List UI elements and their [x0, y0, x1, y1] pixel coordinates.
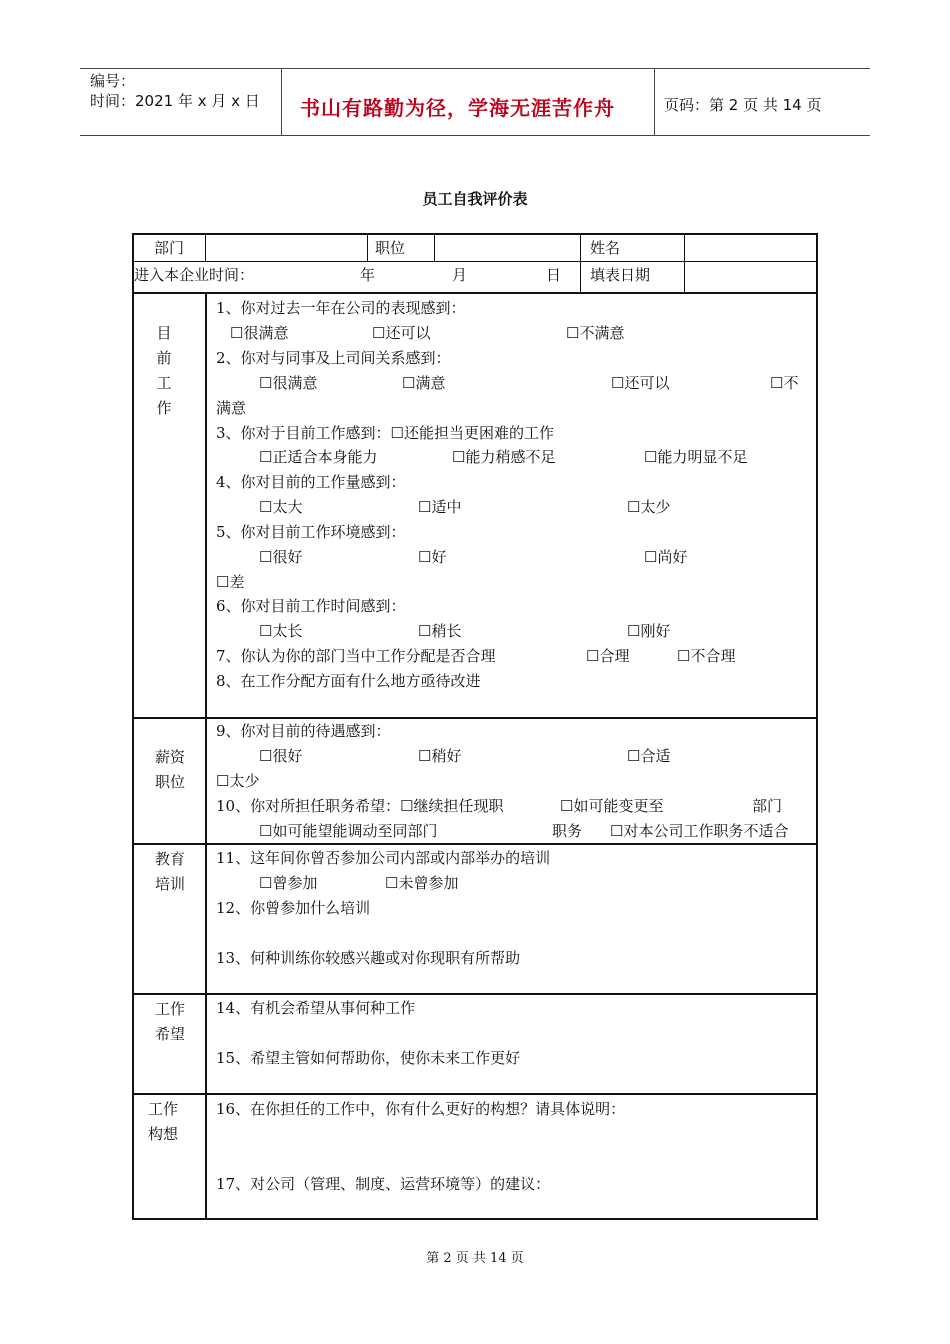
col-divider: [684, 235, 685, 292]
q10-dept-label: 部门: [752, 797, 783, 815]
join-date-label: 进入本企业时间：: [134, 266, 255, 284]
q7-option[interactable]: ☐不合理: [677, 647, 736, 665]
q9-option[interactable]: ☐很好: [259, 747, 303, 765]
q1-option[interactable]: ☐不满意: [566, 324, 625, 342]
q1-option[interactable]: ☐还可以: [372, 324, 431, 342]
evaluation-table: [132, 233, 818, 1220]
section-label-hope: 工作 希望: [154, 1000, 185, 1043]
question-4: 4、你对目前的工作量感到：: [216, 473, 406, 491]
q5-option[interactable]: ☐好: [418, 548, 447, 566]
row-divider: [134, 1093, 816, 1095]
question-15: 15、希望主管如何帮助你，使你未来工作更好: [216, 1049, 521, 1067]
section-label-salary: 薪资 职位: [154, 748, 185, 791]
q11-option[interactable]: ☐未曾参加: [385, 874, 459, 892]
q6-option[interactable]: ☐稍长: [418, 622, 462, 640]
question-3: 3、你对于目前工作感到：☐还能担当更困难的工作: [216, 424, 554, 442]
row-divider: [134, 993, 816, 995]
question-2: 2、你对与同事及上司间关系感到：: [216, 349, 451, 367]
q10-option[interactable]: ☐如可能变更至: [560, 797, 664, 815]
q1-option[interactable]: ☐很满意: [230, 324, 289, 342]
q4-option[interactable]: ☐太少: [627, 498, 671, 516]
row-divider: [134, 292, 816, 294]
question-5: 5、你对目前工作环境感到：: [216, 523, 406, 541]
page-footer: 第 2 页 共 14 页: [426, 1251, 524, 1266]
question-11: 11、这年间你曾否参加公司内部或内部举办的培训: [216, 849, 551, 867]
row-divider: [134, 717, 816, 719]
q4-option[interactable]: ☐适中: [418, 498, 462, 516]
q6-option[interactable]: ☐刚好: [627, 622, 671, 640]
header-bottom-rule: [80, 135, 870, 136]
q9-option[interactable]: ☐合适: [627, 747, 671, 765]
question-1: 1、你对过去一年在公司的表现感到：: [216, 299, 466, 317]
q9-option[interactable]: ☐稍好: [418, 747, 462, 765]
q3-option[interactable]: ☐能力明显不足: [644, 448, 748, 466]
header-number-label: 编号：: [90, 72, 136, 90]
q3-option[interactable]: ☐正适合本身能力: [259, 448, 378, 466]
question-16: 16、在你担任的工作中，你有什么更好的构想？请具体说明：: [216, 1100, 626, 1118]
q9-option-wrap[interactable]: ☐太少: [216, 772, 260, 790]
position-label: 职位: [375, 239, 406, 257]
q7-option[interactable]: ☐合理: [586, 647, 630, 665]
name-label: 姓名: [590, 239, 621, 257]
day-label: 日: [546, 266, 562, 284]
header-divider-right: [654, 68, 655, 135]
q2-option[interactable]: ☐不: [770, 374, 799, 392]
q2-option-wrap: 满意: [216, 399, 247, 417]
row-divider: [134, 261, 816, 262]
question-6: 6、你对目前工作时间感到：: [216, 597, 406, 615]
q10-option[interactable]: ☐如可能望能调动至同部门: [259, 822, 438, 840]
question-8: 8、在工作分配方面有什么地方亟待改进: [216, 672, 481, 690]
q10-duty-label: 职务: [552, 822, 583, 840]
q2-option[interactable]: ☐还可以: [611, 374, 670, 392]
q2-option[interactable]: ☐满意: [402, 374, 446, 392]
question-13: 13、何种训练你较感兴趣或对你现职有所帮助: [216, 949, 521, 967]
q3-option[interactable]: ☐能力稍感不足: [452, 448, 556, 466]
col-divider: [367, 235, 368, 261]
section-label-training: 教育 培训: [154, 850, 185, 893]
section-label-idea: 工作 构想: [147, 1100, 178, 1143]
col-divider: [205, 235, 206, 261]
section-label-current-work: 目 前 工 作: [156, 324, 172, 417]
header-divider-left: [281, 68, 282, 135]
q4-option[interactable]: ☐太大: [259, 498, 303, 516]
header-motto: 书山有路勤为径，学海无涯苦作舟: [300, 96, 615, 120]
col-divider: [434, 235, 435, 261]
q5-option-wrap[interactable]: ☐差: [216, 573, 245, 591]
fill-date-label: 填表日期: [590, 266, 651, 284]
page-title: 员工自我评价表: [422, 190, 528, 208]
question-17: 17、对公司（管理、制度、运营环境等）的建议：: [216, 1175, 551, 1193]
q11-option[interactable]: ☐曾参加: [259, 874, 318, 892]
header-page-info: 页码：第 2 页 共 14 页: [664, 96, 822, 114]
header-time-label: 时间：2021 年 x 月 x 日: [90, 92, 260, 110]
question-10: 10、你对所担任职务希望：☐继续担任现职: [216, 797, 504, 815]
q2-option[interactable]: ☐很满意: [259, 374, 318, 392]
q10-option[interactable]: ☐对本公司工作职务不适合: [610, 822, 789, 840]
year-label: 年: [360, 266, 376, 284]
dept-label: 部门: [154, 239, 185, 257]
question-14: 14、有机会希望从事何种工作: [216, 999, 416, 1017]
q5-option[interactable]: ☐尚好: [644, 548, 688, 566]
q5-option[interactable]: ☐很好: [259, 548, 303, 566]
question-7: 7、你认为你的部门当中工作分配是否合理: [216, 647, 496, 665]
question-12: 12、你曾参加什么培训: [216, 899, 371, 917]
section-col-divider: [205, 293, 207, 1218]
month-label: 月: [452, 266, 468, 284]
q6-option[interactable]: ☐太长: [259, 622, 303, 640]
question-9: 9、你对目前的待遇感到：: [216, 722, 391, 740]
header-top-rule: [80, 68, 870, 69]
row-divider: [134, 843, 816, 845]
col-divider: [580, 235, 581, 292]
